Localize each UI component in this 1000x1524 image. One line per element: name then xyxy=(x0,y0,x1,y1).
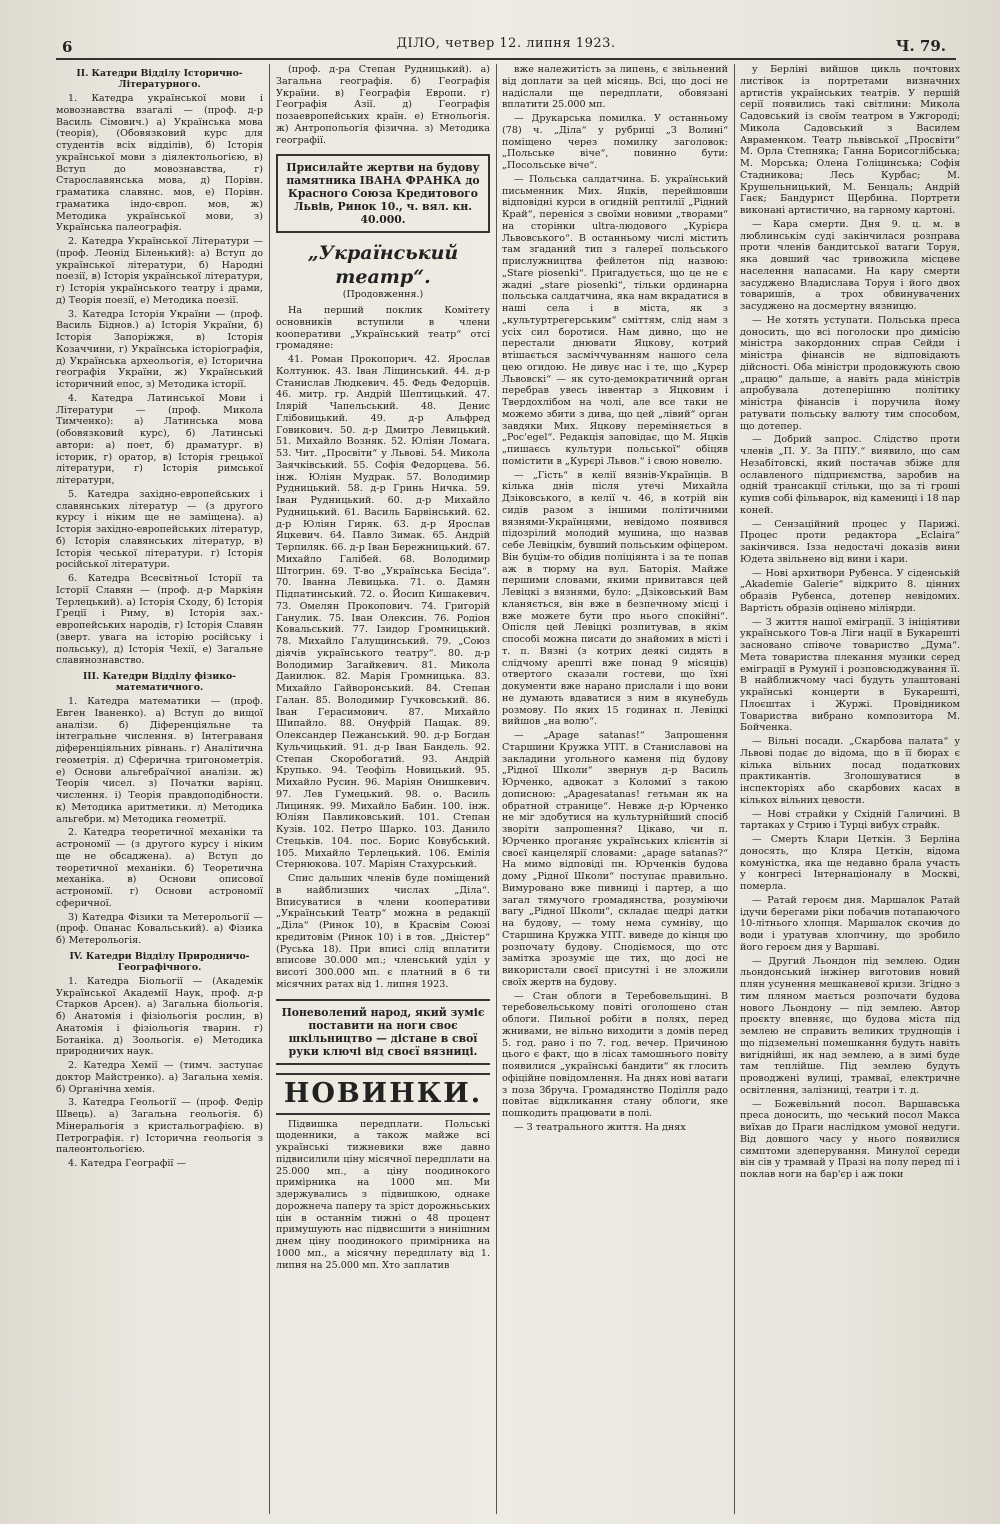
paragraph: — Друкарська помилка. У останньому (78) ч. „Діла“ у рубриці „З Волині“ поміщено через помилку заголовок: „Польське віче“, повинно бути: „Посольське віче“. xyxy=(502,113,728,171)
paragraph: Спис дальших членів буде поміщений в найблизших числах „Діла“. Вписуватися в члени кооперативи „Український Театр“ можна в редакції „Діла“ (Ринок 10), в Красвім Союзі кредитовім (Ринок 10) і в тов. „Дністер“ (Руська 18). При вписі слід вплатити вписове 30.000 мп.; членський уділ у висоті 300.000 мп. є платний в 6 ти місячних ратах від 1. липня 1923. xyxy=(276,873,490,990)
paragraph: — Стан облоги в Теребовельщині. В теребовельському повіті оголошено стан облоги. Пильної робіти в полях, перед жнивами, не вільно виходити з домів перед 5. год. рано і по 7. год. вечер. Причиною цього є факт, що в лісах тамошнього повіту появилися „українські бандити“ як глосить офіційне повідомлення. На днях нові ватаги з поза Збруча. Громадянство Поділля радо повітає відкликання стану облоги, яке пошкодить працювати в полі. xyxy=(502,990,728,1119)
paragraph: (проф. д-ра Степан Рудницький). а) Загальна географія. б) Географія України. в) Географія Европи. г) Географія Азії. д) Географія позаевропейських країн. е) Етнольогія. ж) Антропольогія фізична. з) Методика географії. xyxy=(276,64,490,146)
column-3 xyxy=(502,64,728,1514)
paragraph: Підвишка передплати. Польські щоденники, а також майже всі українські тижневики вже давно підвисилили ціну місячної передплати на 25.000 мп., а ціну поодинокого примірника на 1000 мп. Ми здержувались з підвишкою, однаке дорожнеча паперу та зріст дорожньських цін в останнім тижні о 48 процент примушують нас підвисшити з нинішним днем ціну поодинокого примірника на 1000 мп., а місячну передплату від 1. липня на 25.000 мп. Хто заплатив xyxy=(276,1118,490,1271)
paragraph: 2. Катедра теоретичної механіки та астрономії — (з другого курсу і ніким ще не обсаджена). а) Вступ до теоретичної механіки. б) Теоретична механіка. в) Основи описової астрономії. г) Основи астрономії сферичної. xyxy=(56,827,263,909)
paragraph: 2. Катедра Хемії — (тимч. заступає доктор Майстренко). а) Загальна хемія. б) Органічна хемія. xyxy=(56,1060,263,1095)
section-heading: III. Катедри Відділу фізико-математичного. xyxy=(82,671,237,693)
paragraph: — Сензаційний процес у Парижі. Процес проти редактора „Eclaira“ закінчився. Ізза недостачі доказів вини Юдета звільнено від вини і кари. xyxy=(740,518,960,565)
section-heading: II. Катедри Відділу Історично-Літературного. xyxy=(76,68,243,90)
column-1 xyxy=(56,64,263,1514)
page-header xyxy=(56,32,956,60)
paragraph: — Божевільний посол. Варшавська преса доносить, що чеський посол Макса виїхав до Праги наслідком умової недуги. Від довшого часу у нього появилися симптоми здеперування. Минулої середи він сів у трамвай у Празі на полу перед пі і поклав ноги на бар'єр і аж поки xyxy=(740,1098,960,1180)
page-number: 6 xyxy=(62,38,73,56)
paragraph: 4. Катедра Географії — xyxy=(68,1158,187,1169)
issue-number: Ч. 79. xyxy=(895,37,946,55)
paragraph: На перший поклик Комітету основників вступили в члени кооперативи „Український театр“ отсі громадяне: xyxy=(276,305,490,352)
paragraph: 5. Катедра західно-европейських і славянських літератур — (з другого курсу і ніким ще не заміщена). а) Історія західно-европейських літератур, б) Історія славянських літератур, в) Історія чеської літератури. г) Історія російської літератури. xyxy=(56,488,263,571)
column-rule xyxy=(734,64,735,1514)
article-subtitle: (Продовження.) xyxy=(342,289,424,301)
column-rule xyxy=(496,64,497,1514)
paragraph: — Польська салдатчина. Б. український письменник Мих. Яцків, перейшовши відповідні курси в огидній рептилії „Рідний Край“, переніся з своїми новими „творами“ на сторінки ultra-людового „Курієра Львовського“. В останньому числі містить там згаданий тип з галереї польського прислужництва фейлетон під назвою: „Stare piosenki“. Пригадується, що це не є жадні „stare piosenki“, тільки ординарна польська салдатчина, яка нам вкрадатися в наші села і в міста, як з „культуртрегерським“ сміттям, слід нам з усіх сил боротися. Нам дивно, що не перестали днювати Яцкову, котрий втішається засміччуванням нашого села цею огидою. Не дивує нас і те, що „Курєр Львовскі“ — як суто-демократичний орган перебрав увесь інвентар з Яцковим і Твердохлібом на чолі, але все таки не можемо збити з дива, що цей „лівий“ орган завдяки Мих. Яцкову переміняється в „Poc'egel“. Редакція заповідає, що М. Яцків „пишаєсь культури польської“ обіцяв помістити в „Курєрі Львов.“ і свою новелю. xyxy=(502,173,728,467)
paragraph: — Добрий запрос. Слідство проти членів „П. У. За ППУ.“ виявило, що сам Незабітовскі, який постачав збіже для ославленого підприємства, заробив на одній трансакції стільки, що за ті гроші купив собі фільварок, від камениці і 18 пар коней. xyxy=(740,434,960,516)
paragraph: — Другий Льондон під землею. Один льондонський інжінер виготовив новий плян усунення мешканевої кризи. Згідно з тим пляном мається розпочати будова нового Льондону — під землею. Автор проєкту впевняє, що будова міста під землею не справить великих труднощів і що підземельні помешкання будуть навіть вигіднійші, як над землею, а в зимі буде там теплійше. Під землею будуть проводжені вулиці, трамваї, електричне освітлення, залізниці, театри і т. д. xyxy=(740,955,960,1096)
paragraph: — Ратай героєм дня. Маршалок Ратай ідучи берегами ріки побачив потапаючого 10-літнього хлопця. Маршалок скочив до води і уратував хлопчину, що зробило його героєм дня у Варшаві. xyxy=(740,894,960,953)
paragraph: — Вільні посади. „Скарбова палата“ у Львові подає до відома, що в її бюрах є кілька вільних посад податкових практикантів. Зголошуватися в інспекторіях або скарбових касах в кількох вільних цевости. xyxy=(740,736,960,806)
section-title: НОВИНКИ. xyxy=(276,1073,490,1115)
paragraph: 41. Роман Прокопорич. 42. Ярослав Колтунюк. 43. Іван Ліщинський. 44. д-р Станислав Людкевич. 45. Федь Федорців. 46. митр. гр. Андрій Шептицький. 47. Ілярій Чапельський. 48. Денис Глібовицький. 49. д-р Альфред Говикович. 50. д-р Дмитро Левицький. 51. Михайло Возняк. 52. Юліян Ломага. 53. Чит. „Просвіти“ у Львові. 54. Микола Заячківський. 55. Софія Федорцева. 56. інж. Юліян Мудрак. 57. Володимир Рудницький. 58. д-р Гринь Ничка. 59. Іван Рудницький. 60. д-р Михайло Рудницький. 61. Василь Барвінський. 62. д-р Юліян Гиряк. 63. д-р Ярослав Яцкевич. 64. Павло Зимак. 65. Андрій Терпиляк. 66. д-р Іван Бережницький. 67. Михайло Галібей. 68. Володимир Штогрин. 69. Т-во „Українська Бесіда“. 70. Іванна Левицька. 71. о. Дамян Підпатинський. 72. о. Йосип Кишакевич. 73. Омелян Прокопович. 74. Григорій Ганулик. 75. Іван Олексин. 76. Родіон Ковальський. 77. Ізидор Громницький. 78. Михайло Галущинський. 79. „Союз діячів українського театру“. 80. д-р Володимир Загайкевич. 81. Микола Данилюк. 82. Марія Громницька. 83. Михайло Гайворонський. 84. Степан Галан. 85. Володимир Гучковський. 86. Іван Герасимович. 87. Михайло Шипайло. 88. Онуфрій Пащак. 89. Олександер Пежанський. 90. д-р Богдан Кульчицький. 91. д-р Іван Бандель. 92. Степан Скоробогатий. 93. Андрій Крупько. 94. Теофіль Новицький. 95. Михайло Русин. 96. Марiян Онишкевич. 97. Лев Гумецький. 98. о. Василь Лициняк. 99. Михайло Бабин. 100. інж. Юліян Павликовський. 101. Степан Кузів. 102. Петро Шарко. 103. Данило Стецьків. 104. пос. Борис Ковубський. 105. Михайло Терлецький. 106. Емілія Стернюкова. 107. Марiян Стахурський. xyxy=(276,354,490,871)
section-heading: IV. Катедри Відділу Природничо-Географічного. xyxy=(69,950,250,973)
paragraph: — З життя нашої еміграції. З ініціятиви українського Тов-а Ліги нації в Букарешті засновано співоче товариство „Дума“. Мета товариства плекання музики серед еміграції в Румунії і розповсюджування її. В найближчому часі будуть улаштовані українські концерти в Букарешті, Плоєштах і Журжі. Провідником Товариства вибрано композитора М. Бойченка. xyxy=(740,616,960,734)
paragraph: — Нові страйки у Східній Галичині. В тартаках у Стрию і Турці вибух страйк. xyxy=(740,808,960,832)
paragraph: — З театрального життя. На днях xyxy=(514,1121,686,1133)
paragraph: — Кара смерти. Дня 9. ц. м. в люблинськім суді закінчилася розправа проти членів бандитської ватаги Торуя, яка довший час тривожила місцеве населення напасами. На кару смерти засуджено Владислава Торуя і його двох товаришів, а трох обвинувачених засуджено на досмертну вязницю. xyxy=(740,218,960,312)
paragraph: — Не хотять уступати. Польська преса доносить, що всі поголоски про димісію міністра закордонних справ Сейди і міністра фінансів не відповідають дійсності. Оба міністри продовжують свою „працю“ дальше, а навіть рада міністрів апробувала дотеперішню політику міністра фінансів і поручила йому ратувати польську валюту тим способом, що дотепер. xyxy=(740,314,960,432)
motto-box: Поневолений народ, який зуміє поставити на ноги своє шкільництво — дістане в свої руки ключі від своєї вязниці. xyxy=(276,999,490,1065)
appeal-box: Присилайте жертви на будову памятника ІВАНА ФРАНКА до Красного Союза Кредитового Львів, Ринок 10., ч. вял. кн. 40.000. xyxy=(276,154,490,233)
paragraph: вже належитість за липень, є звільнений від доплати за цей місяць. Всі, що досі не надіслали ще передплати, обовязані вплатити 25.000 мп. xyxy=(502,64,728,111)
paragraph: — Нові архитвори Рубенса. У сіденській „Akademie Galerie“ відкрито 8. цінних образів Рубенса, дотепер невідомих. Вартість образів оцінено міліярди. xyxy=(740,567,960,614)
paragraph: 6. Катедра Всесвітньої Історії та Історії Славян — (проф. д-р Маркіян Терлецький). а) Історія Сходу, б) Історія Греції і Риму, в) Історія зах.-европейських народів, г) Історія Славян (зверт. увага на історію російську і польську), д) Історія Чехії, е) Загальне славянознавство. xyxy=(56,573,263,667)
column-rule xyxy=(269,64,270,1514)
paragraph: 3. Катедра Геольогії — (проф. Федір Швець). а) Загальна геольогія. б) Мінеральогія з кристальографією. в) Петрографія. г) Історична геольогія з палеонтольогією. xyxy=(56,1097,263,1156)
paragraph: 3. Катедра Історія України — (проф. Василь Біднов.) а) Історія України, б) Історія Запоріжжя, в) Історія Козаччини, г) Українська історіографія, д) Українська археольогія, е) Історична географія України, ж) Український історичний епос, з) Методика історії. xyxy=(56,308,263,390)
masthead-title: ДІЛО, четвер 12. липня 1923. xyxy=(396,36,616,51)
paragraph: — Смерть Клари Цеткін. З Берліна доносять, що Кляра Цеткін, відома комуністка, яка ще недавно брала участь у конгресі Інтернаціоналу в Москві, померла. xyxy=(740,834,960,892)
paragraph: — „Гість“ в келії вязнів-Українців. В кілька днів після утечі Михайла Дзіковського, в келії ч. 46, в котрій він сидів разом з іншими політичними вязнями-Українцями, невідомо появився підозрілий молодий мушина, що назвав себе Левіцкім, бувший польським офіцером. Він буцім-то обідив поліціянта і за те попав аж в тюрму на вул. Баторія. Майже першими словами, якими привитався цей Левіцкі з вязнями, було: „Дзіковський Вам кланяється, він вже в безпечному місці і вже можете бути про нього спокійні“. Опісля цей Левіцкі розпитував, в якім способі можна писати до знайомих в місті і т. п. Вязні (з котрих деякі сидять в слідчому арешті вже понад 9 місяців) отвертого сказали гостеви, що їхні документи вже нарано прислали і що вони не думають вдаватися з ним в якунебудь розмову. По яких 15 годинах п. Левіцкі вийшов „на волю“. xyxy=(502,469,728,728)
paragraph: 1. Катедра Біольогії — (Академік Української Академії Наук, проф. д-р Старков Арсен). а) Загальна біольогія. б) Анатомія і фізіольогія рослин, в) Анатомія і фізіольогія тварин. г) Ботаніка. д) Зоольогія. е) Методика природничих наук. xyxy=(56,975,263,1058)
paragraph: 1. Катедра української мови і мовознавства взагалі — (проф. д-р Василь Сімович.) а) Українська мова (теорія), (Обовязковий курс для студентів всіх відділів), б) Історія української мови з діялектольогією, в) Вступ до мовознавства, г) Старославянська мова, д) Порівн. граматика славянс. мов, е) Порівн. граматика індо-європ. мов, ж) Методика української мови, з) Українська палеографія. xyxy=(56,93,263,234)
column-4 xyxy=(740,64,960,1514)
paragraph: у Берліні вийшов цикль почтових листівок із портретами визначних артистів українських театрів. У першій серії появились такі світлини: Микола Садовський із своїм театром в Ужгороді; Микола Садовський з Василем Авраменком. Театр львівської „Просвіти“ М. Орла Степняка; Ганна Борисоглібська; М. Морська; Олена Голіцинська; Софія Стадникова; Лесь Курбас; М. Крушельницький, М. Бенцаль; Андрій Гаєк; Бандурист Щербина. Портрети виконані артистично, на гарному картоні. xyxy=(740,64,960,216)
paragraph: 4. Катедра Латинської Мови і Літератури — (проф. Микола Тимченко): а) Латинська мова (обовязковий курс), б) Латинські автори: а) поет, б) драматург. в) історик, г) оратор, в) Історія грецької літератури, г) Історія римської літератури, xyxy=(56,392,263,486)
paragraph: 2. Катедра Української Літератури — (проф. Леонід Біленький): а) Вступ до української літератури, б) Народні поезії, в) Історія української літератури, г) Історія українського театру і драми, д) Теорія поезії, е) Методика поезії. xyxy=(56,236,263,306)
paragraph: 3) Катедра Фізики та Метерольогії — (проф. Опанас Ковальський). а) Фізика б) Метерольогія. xyxy=(56,911,263,946)
paragraph: 1. Катедра математики — (проф. Евген Іваненко). а) Вступ до вищої аналізи. б) Діференціяльне та інтегральне числення. в) Інтеграваня діференціяльних рівнань. г) Аналітична геометрія. д) Сферична тригонометрія. е) Основи альгебраїчної аналізи. ж) Теорія чисел. з) Початки варіяц. числення. і) Теорія правдоподібности. к) Методика аритметики. л) Методика альгебри. м) Методика геометрії. xyxy=(56,696,263,825)
paragraph: — „Apage satanas!“ Запрошення Старшини Кружка УПТ. в Станиславові на закладини угольного каменя під будову „Рідної Школи“ звернув д-р Василь Юрченко, адвокат з Коломиї з такою дописною: „Apagesatanas! гетьман як на обратной странице“. Невже д-р Юрченко не міг здобутися на культурнійший спосіб зворіти запрошення? Цікаво, чи п. Юрченко проганяє українських клієнтів зі своєї канцелярії словами: „apage satanas?“ На мимо відповіді пн. Юрченків будова дому „Рідної Школи“ поступає правильно. Вимуровано вже пивниці і партер, а що загал тямучого громадянства, розуміючи вагу „Рідної Школи“, складає щедрі датки на будову, — тому нема сумніву, що Старшина Кружка УПТ. виведе до кінця цю розпочату будову. Сподіємося, що отс замітка зрозуміє ще тих, що досі не використали своєї присутні і не зложили своїх жертв на будову. xyxy=(502,730,728,988)
article-title: „Український театр“. xyxy=(307,242,459,289)
column-2 xyxy=(276,64,490,1514)
